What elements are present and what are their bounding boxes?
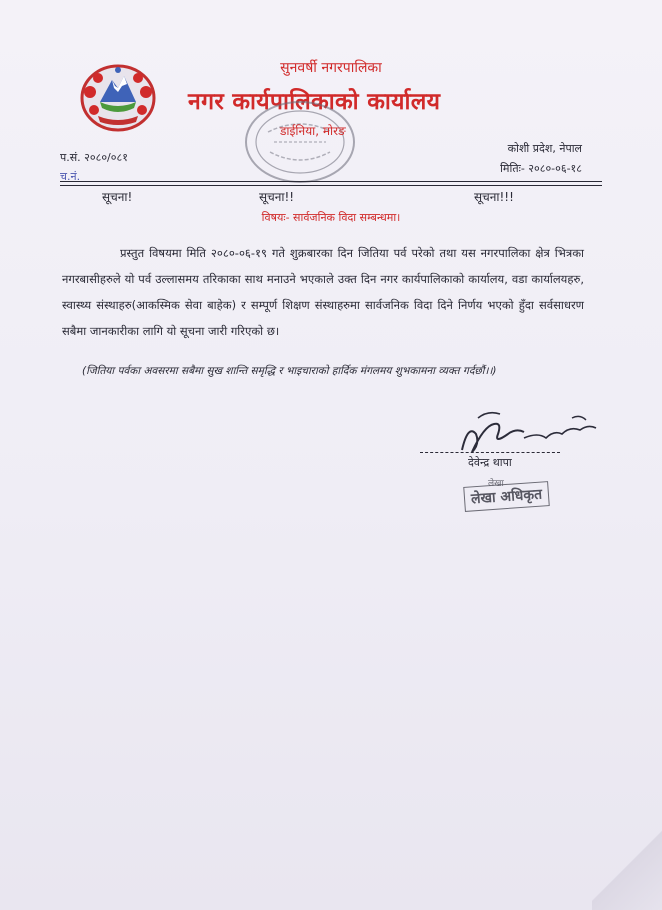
office-title: नगर कार्यपालिकाको कार्यालय (188, 89, 441, 115)
chalani-number: च.नं. (60, 170, 81, 183)
signatory-name: देवेन्द्र थापा (468, 456, 512, 469)
notice-label-2: सूचना!! (259, 190, 295, 204)
greeting-line: (जितिया पर्वका अवसरमा सबैमा सुख शान्ति समृद्धि र भाइचाराको हार्दिक मंगलमय शुभकामना व्यक्त गर्दछौं।।) (82, 365, 497, 377)
office-address: डाईनिया, मोरङ (280, 124, 346, 138)
notice-label-3: सूचना!!! (474, 190, 514, 204)
office-seal-icon (240, 96, 360, 188)
stamp-caption: लेखा (488, 479, 504, 489)
subject-line: विषयः- सार्वजनिक विदा सम्बन्धमा। (261, 211, 401, 224)
notice-label-1: सूचना! (102, 190, 133, 204)
designation-stamp: लेखा अधिकृत (463, 481, 550, 512)
page-fold (592, 820, 662, 910)
signature-line (420, 452, 560, 453)
header-divider-bottom (60, 185, 602, 186)
municipality-name: सुनवर्षी नगरपालिका (280, 60, 382, 76)
reference-number: प.सं. २०८०/०८१ (60, 151, 128, 164)
header-divider-top (60, 181, 602, 182)
notice-body: प्रस्तुत विषयमा मिति २०८०-०६-१९ गते शुक्रबारका दिन जितिया पर्व परेको तथा यस नगरपालिका क्षेत्र भित्रका नगरबासीहरुले यो पर्व उल्लासमय तरिकाका साथ मनाउने भएकाले उक्त दिन नगर कार्यपालिकाको कार्यालय, वडा कार्यालयहरु, स्वास्थ्य संस्थाहरु(आकस्मिक सेवा बाहेक) र सम्पूर्ण शिक्षण संस्थाहरुमा सार्वजनिक विदा दिने निर्णय भएको हुँदा सर्वसाधरण सबैमा जानकारीका लागि यो सूचना जारी गरिएको छ। (62, 246, 584, 338)
letter-date: मितिः- २०८०-०६-१८ (500, 162, 582, 175)
province-label: कोशी प्रदेश, नेपाल (507, 142, 582, 155)
